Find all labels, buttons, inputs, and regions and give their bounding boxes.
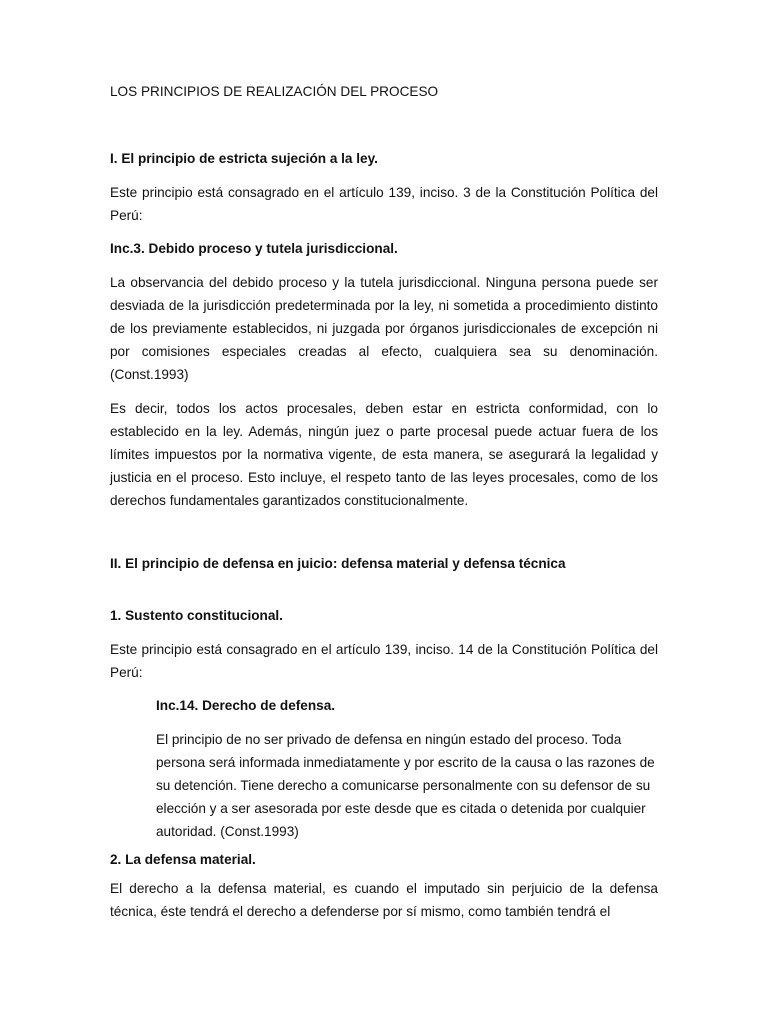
section-2-sub1-heading: 1. Sustento constitucional. [110, 608, 283, 623]
section-2-sub1-intro: Este principio está consagrado en el artículo 139, inciso. 14 de la Constitución Política del Perú: [110, 642, 658, 680]
section-2-inc-text: El principio de no ser privado de defensa en ningún estado del proceso. Toda persona será informada inmediatamente y por escrito de la causa o las razones de su detención. Tiene derecho a comunicarse personalmente con su defensor de su elección y a ser asesorada por este desde que es citada o detenida por cualquier autoridad. (Const.1993) [156, 732, 655, 839]
section-2-inc-heading: Inc.14. Derecho de defensa. [156, 698, 336, 713]
section-2-sub2-text: El derecho a la defensa material, es cuando el imputado sin perjuicio de la defensa técnica, éste tendrá el derecho a defenderse por sí mismo, como también tendrá el [110, 881, 658, 919]
section-1-inc-text: La observancia del debido proceso y la tutela jurisdiccional. Ninguna persona puede ser desviada de la jurisdicción predeterminada por la ley, ni sometida a procedimiento distinto de los previamente establecidos, ni juzgada por órganos jurisdiccionales de excepción ni por comisiones especiales creadas al efecto, cualquiera sea su denominación. (Const.1993) [110, 275, 658, 382]
document-page [110, 80, 658, 934]
section-1-intro: Este principio está consagrado en el artículo 139, inciso. 3 de la Constitución Política del Perú: [110, 185, 658, 223]
section-1-inc-heading: Inc.3. Debido proceso y tutela jurisdiccional. [110, 241, 398, 256]
section-2-heading: II. El principio de defensa en juicio: defensa material y defensa técnica [110, 556, 566, 571]
document-title: LOS PRINCIPIOS DE REALIZACIÓN DEL PROCESO [110, 84, 439, 99]
section-1-explanation: Es decir, todos los actos procesales, deben estar en estricta conformidad, con lo establecido en la ley. Además, ningún juez o parte procesal puede actuar fuera de los límites impuestos por la normativa vigente, de esta manera, se asegurará la legalidad y justicia en el proceso. Esto incluye, el respeto tanto de las leyes procesales, como de los derechos fundamentales garantizados constitucionalmente. [110, 401, 658, 508]
section-1-heading: I. El principio de estricta sujeción a la ley. [110, 151, 378, 166]
section-2-sub2-heading: 2. La defensa material. [110, 852, 256, 867]
quoted-article [156, 695, 658, 843]
